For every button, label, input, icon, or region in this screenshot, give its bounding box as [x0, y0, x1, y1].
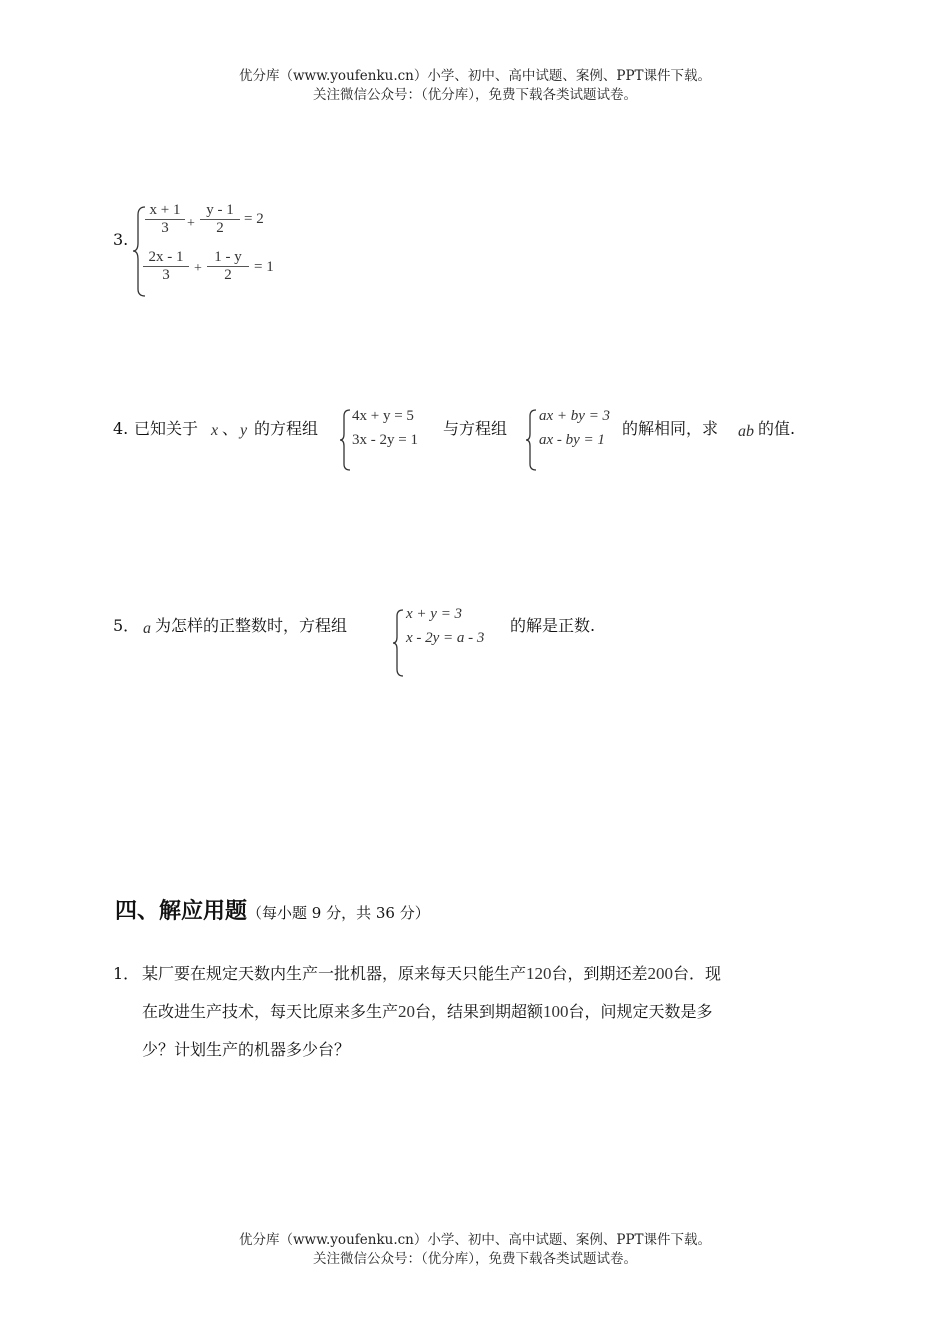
- operator: +: [187, 216, 195, 231]
- rhs: = 2: [244, 211, 264, 227]
- header-line-1: 优分库（www.youfenku.cn）小学、初中、高中试题、案例、PPT课件下载。: [238, 68, 712, 84]
- numerator: x + 1: [149, 202, 181, 218]
- problem-text: 少？计划生产的机器多少台？: [142, 1040, 351, 1059]
- numerator: 1 - y: [214, 249, 242, 265]
- equation: x - 2y = a - 3: [406, 630, 485, 646]
- denominator: 2: [224, 267, 232, 283]
- question-text: 为怎样的正整数时，方程组: [155, 616, 348, 635]
- page-header: [0, 67, 950, 105]
- question-number: 5．: [113, 616, 140, 635]
- variable: a: [143, 620, 151, 637]
- denominator: 3: [162, 267, 170, 283]
- question-number: 4.: [113, 419, 129, 438]
- equation-system: [352, 408, 442, 458]
- equation: 4x + y = 5: [352, 408, 414, 424]
- problem-line: [142, 1033, 350, 1066]
- equation: ax - by = 1: [539, 432, 605, 448]
- section-title: 四、解应用题: [115, 899, 248, 924]
- equation: 3x - 2y = 1: [352, 432, 418, 448]
- equation: ax + by = 3: [539, 408, 611, 424]
- variable: ab: [738, 423, 754, 440]
- left-brace-icon: [524, 408, 538, 472]
- footer-line-2: 关注微信公众号：（优分库），免费下载各类试题试卷。: [313, 1251, 637, 1267]
- equation-system: [406, 606, 512, 656]
- header-line-2: 关注微信公众号：（优分库），免费下载各类试题试卷。: [313, 87, 637, 103]
- problem-number: 1．: [113, 964, 140, 983]
- section-note: （每小题 9 分，共 36 分）: [247, 904, 430, 922]
- variable: x: [211, 422, 219, 439]
- question-number: 3.: [113, 230, 129, 249]
- problem-text: 台，结果到期超额: [415, 1002, 544, 1021]
- denominator: 3: [161, 220, 169, 236]
- equation-system: [539, 408, 623, 458]
- problem-text: 台，问规定天数是多: [568, 1002, 713, 1021]
- variable: y: [240, 422, 248, 439]
- fraction: [145, 202, 185, 237]
- fraction: [207, 249, 249, 284]
- rhs: = 1: [254, 259, 274, 275]
- question-text: 的解是正数.: [510, 616, 596, 635]
- denominator: 2: [216, 220, 224, 236]
- left-brace-icon: [338, 408, 352, 472]
- operator: +: [194, 261, 202, 276]
- problem-text: 在改进生产技术，每天比原来多生产: [142, 1002, 399, 1021]
- page-footer: [0, 1231, 950, 1269]
- question-text: 的解相同，求: [622, 419, 719, 438]
- problem-line: [142, 957, 721, 990]
- problem-text: 某厂要在规定天数内生产一批机器，原来每天只能生产: [142, 964, 527, 983]
- question-text: 与方程组: [443, 419, 508, 438]
- footer-line-1: 优分库（www.youfenku.cn）小学、初中、高中试题、案例、PPT课件下载。: [238, 1232, 712, 1248]
- problem-line: [142, 995, 713, 1028]
- fraction: [143, 249, 189, 284]
- number-value: 100: [543, 1002, 569, 1021]
- section-heading: [115, 894, 430, 925]
- question-text: 的方程组: [254, 419, 319, 438]
- problem-text: 台．现: [673, 964, 722, 983]
- number-value: 20: [398, 1002, 416, 1021]
- separator: 、: [222, 419, 239, 438]
- left-brace-icon: [391, 608, 405, 678]
- question-text: 的值.: [758, 419, 796, 438]
- numerator: 2x - 1: [148, 249, 184, 265]
- number-value: 200: [647, 964, 674, 983]
- question-text: 已知关于: [134, 419, 199, 438]
- equation: x + y = 3: [406, 606, 463, 622]
- problem-text: 台，到期还差: [551, 964, 648, 983]
- number-value: 120: [526, 964, 552, 983]
- numerator: y - 1: [206, 202, 234, 218]
- fraction: [200, 202, 240, 237]
